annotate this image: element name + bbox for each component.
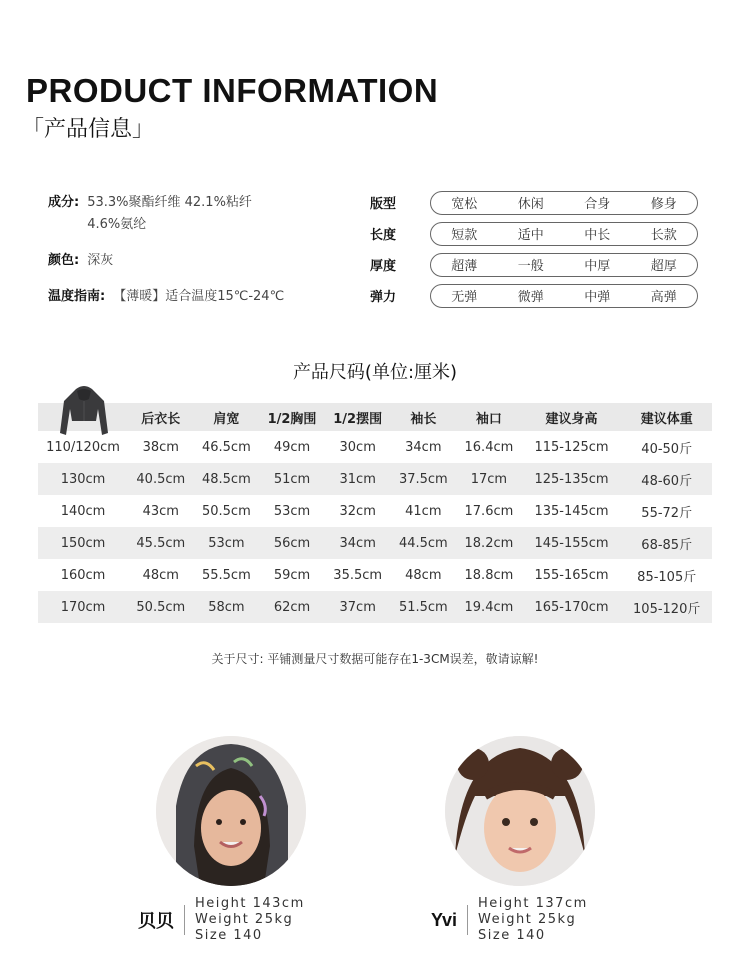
model-details — [431, 896, 588, 944]
attribute-option-selected: 一般 — [501, 255, 561, 274]
table-cell: 34cm — [339, 535, 376, 551]
attribute-option: 短款 — [451, 228, 478, 243]
model-stats — [478, 896, 588, 944]
table-row — [38, 495, 712, 527]
attribute-option: 超厚 — [650, 259, 677, 274]
measurement-note: 关于尺寸: 平铺测量尺寸数据可能存在1-3CM误差，敬请谅解! — [211, 652, 539, 666]
attribute-label: 弹力 — [370, 290, 397, 305]
table-cell: 62cm — [273, 599, 311, 615]
table-cell: 45.5cm — [136, 535, 186, 551]
table-cell: 48-60斤 — [641, 473, 693, 489]
table-cell: 155-165cm — [534, 567, 609, 583]
table-cell: 55.5cm — [201, 567, 251, 583]
model-weight: Weight 25kg — [195, 912, 294, 927]
table-cell: 56cm — [273, 535, 311, 551]
temperature-value: 【薄暖】适合温度15℃-24℃ — [113, 289, 285, 304]
temperature-row — [48, 286, 284, 308]
product-info-list — [48, 192, 284, 322]
table-cell: 34cm — [405, 439, 442, 455]
table-cell: 165-170cm — [534, 599, 609, 615]
table-cell: 37.5cm — [398, 471, 448, 487]
model-height: Height 143cm — [195, 896, 305, 911]
table-cell: 18.8cm — [464, 567, 514, 583]
size-label-cell: 140cm — [60, 503, 106, 519]
model-size: Size 140 — [195, 928, 263, 943]
table-cell: 55-72斤 — [641, 505, 693, 521]
table-cell: 48cm — [405, 567, 442, 583]
composition-label: 成分: — [48, 195, 80, 210]
temperature-label: 温度指南: — [48, 289, 106, 304]
model-name: Yvi — [431, 909, 458, 930]
table-cell: 41cm — [405, 503, 442, 519]
col-header: 建议体重 — [640, 411, 693, 427]
table-cell: 51cm — [273, 471, 311, 487]
divider — [184, 905, 185, 935]
table-cell: 50.5cm — [201, 503, 251, 519]
composition-value — [87, 192, 252, 236]
table-cell: 43cm — [142, 503, 179, 519]
table-cell: 17.6cm — [464, 503, 514, 519]
model-photo — [156, 736, 306, 886]
composition-row — [48, 192, 284, 236]
composition-line1: 53.3%聚酯纤维 42.1%粘纤 — [87, 195, 252, 210]
table-cell: 115-125cm — [534, 439, 609, 455]
table-cell: 48cm — [142, 567, 179, 583]
table-cell: 30cm — [339, 439, 376, 455]
size-label-cell: 130cm — [60, 471, 106, 487]
table-cell: 50.5cm — [136, 599, 186, 615]
attribute-options — [430, 284, 698, 308]
model-card-1 — [138, 736, 306, 943]
page-subtitle: 「产品信息」 — [22, 117, 155, 142]
table-cell: 46.5cm — [201, 439, 251, 455]
table-cell: 59cm — [273, 567, 311, 583]
model-details — [138, 896, 305, 944]
table-cell: 48.5cm — [201, 471, 251, 487]
attribute-option: 无弹 — [451, 290, 478, 305]
table-cell: 105-120斤 — [633, 601, 701, 617]
table-cell: 37cm — [339, 599, 376, 615]
color-row — [48, 250, 284, 272]
hoodie-thumbnail-cell — [38, 403, 128, 431]
size-table-header-row — [38, 403, 712, 431]
table-cell: 40.5cm — [136, 471, 186, 487]
elasticity-scale — [370, 280, 698, 311]
size-label-cell: 150cm — [60, 535, 106, 551]
table-row — [38, 559, 712, 591]
page-title: PRODUCT INFORMATION — [26, 72, 439, 109]
model-weight: Weight 25kg — [478, 912, 577, 927]
table-cell: 135-145cm — [534, 503, 609, 519]
size-chart-title: 产品尺码(单位:厘米) — [292, 362, 458, 383]
model-photo — [445, 736, 595, 886]
col-header: 后衣长 — [141, 411, 181, 427]
col-header: 袖口 — [475, 411, 502, 427]
attribute-option: 中厚 — [584, 259, 611, 274]
table-row — [38, 463, 712, 495]
table-cell: 17cm — [470, 471, 508, 487]
attribute-label: 厚度 — [370, 259, 397, 274]
table-cell: 125-135cm — [534, 471, 609, 487]
model-stats — [195, 896, 305, 944]
table-cell: 68-85斤 — [641, 537, 693, 553]
color-value: 深灰 — [87, 253, 114, 268]
size-label-cell: 170cm — [60, 599, 106, 615]
attribute-option: 修身 — [650, 197, 677, 212]
attribute-option: 合身 — [584, 197, 611, 212]
table-cell: 53cm — [208, 535, 245, 551]
table-cell: 40-50斤 — [641, 441, 693, 457]
model-height: Height 137cm — [478, 896, 588, 911]
divider — [467, 905, 468, 935]
table-cell: 85-105斤 — [637, 569, 697, 585]
table-row — [38, 591, 712, 623]
attribute-options — [430, 191, 698, 215]
attribute-option: 高弹 — [650, 290, 677, 305]
table-cell: 58cm — [208, 599, 245, 615]
fit-scale — [370, 187, 698, 218]
table-cell: 31cm — [339, 471, 376, 487]
table-row — [38, 527, 712, 559]
color-label: 颜色: — [48, 253, 80, 268]
table-cell: 18.2cm — [464, 535, 514, 551]
attribute-label: 版型 — [370, 197, 397, 212]
table-cell: 32cm — [339, 503, 376, 519]
table-cell: 19.4cm — [464, 599, 514, 615]
attribute-option: 中长 — [584, 228, 611, 243]
attribute-option: 超薄 — [451, 259, 478, 274]
size-table — [38, 403, 712, 623]
size-label-cell: 110/120cm — [46, 439, 120, 455]
attribute-option: 微弹 — [517, 290, 544, 305]
table-cell: 145-155cm — [534, 535, 609, 551]
model-name: 贝贝 — [138, 911, 174, 931]
table-cell: 53cm — [273, 503, 311, 519]
col-header: 肩宽 — [213, 411, 240, 427]
hoodie-icon — [58, 385, 110, 441]
table-cell: 35.5cm — [333, 567, 383, 583]
col-header: 建议身高 — [545, 411, 598, 427]
model-size: Size 140 — [478, 928, 546, 943]
table-cell: 44.5cm — [398, 535, 448, 551]
attribute-scales — [370, 187, 698, 311]
table-cell: 38cm — [142, 439, 179, 455]
col-header: 1/2摆围 — [333, 411, 383, 427]
size-label-cell: 160cm — [60, 567, 106, 583]
attribute-options — [430, 222, 698, 246]
attribute-option-selected: 适中 — [501, 224, 561, 243]
length-scale — [370, 218, 698, 249]
table-row — [38, 431, 712, 463]
col-header: 1/2胸围 — [267, 411, 317, 427]
table-cell: 49cm — [273, 439, 311, 455]
attribute-label: 长度 — [370, 228, 397, 243]
table-cell: 16.4cm — [464, 439, 514, 455]
model-card-2 — [431, 736, 595, 943]
attribute-option: 宽松 — [451, 197, 478, 212]
col-header: 袖长 — [410, 411, 437, 427]
attribute-option-selected: 中弹 — [567, 286, 627, 305]
thickness-scale — [370, 249, 698, 280]
attribute-options — [430, 253, 698, 277]
attribute-option: 长款 — [650, 228, 677, 243]
attribute-option-selected: 休闲 — [501, 193, 561, 212]
size-table-body — [38, 431, 712, 623]
table-cell: 51.5cm — [398, 599, 448, 615]
composition-line2: 4.6%氨纶 — [87, 217, 147, 232]
